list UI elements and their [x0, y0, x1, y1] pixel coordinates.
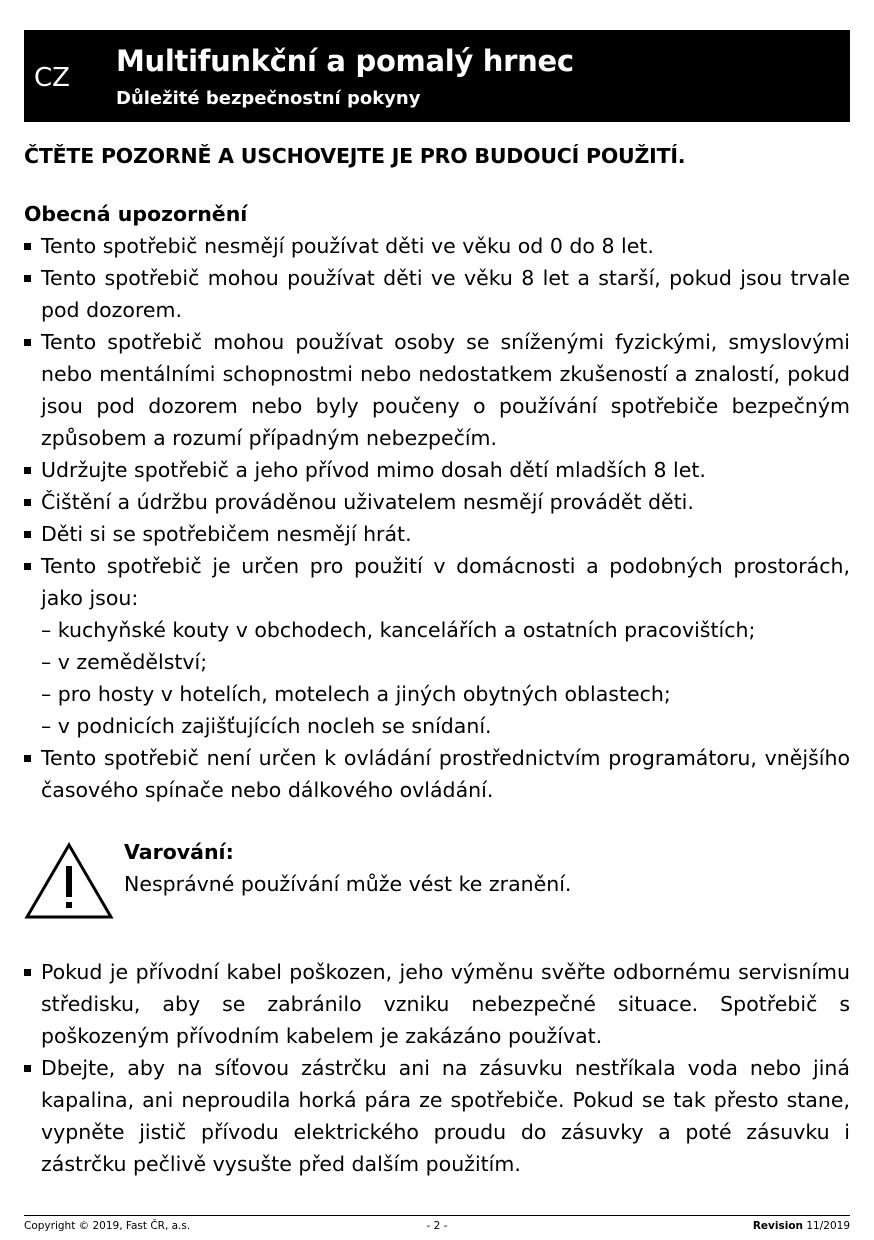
- section-heading-general: Obecná upozornění: [24, 202, 248, 226]
- bullet-icon: [24, 275, 31, 282]
- sub-list-item: – v podnicích zajišťujících nocleh se snídaní.: [41, 714, 492, 738]
- bullet-icon: [24, 755, 31, 762]
- document-title: Multifunkční a pomalý hrnec: [116, 44, 574, 78]
- list-item: Dbejte, aby na síťovou zástrčku ani na zásuvku nestříkala voda nebo jiná kapalina, ani neproudila horká pára ze spotřebiče. Pokud se tak přesto stane, vypněte jistič přívodu elektrického proudu do zásuvky a poté zásuvku i zástrčku pečlivě vysušte před dalším použitím.: [24, 1052, 850, 1180]
- bullet-icon: [24, 1065, 31, 1072]
- sub-list-item: – kuchyňské kouty v obchodech, kancelářích a ostatních pracovištích;: [41, 618, 756, 642]
- cable-warnings-list: [24, 956, 850, 1180]
- bullet-icon: [24, 969, 31, 976]
- bullet-icon: [24, 563, 31, 570]
- bullet-icon: [24, 243, 31, 250]
- footer-divider: [24, 1215, 850, 1216]
- header-bar: [24, 30, 850, 122]
- general-warnings-list: [24, 230, 850, 806]
- warning-block: [24, 830, 850, 930]
- list-item: Tento spotřebič mohou používat děti ve věku 8 let a starší, pokud jsou trvale pod dozorem.: [24, 262, 850, 326]
- revision-value: 11/2019: [806, 1220, 850, 1232]
- page-number: - 2 -: [426, 1220, 448, 1232]
- footer-revision: [753, 1219, 850, 1233]
- sub-list-item: – v zemědělství;: [41, 650, 208, 674]
- bullet-icon: [24, 339, 31, 346]
- list-item: Tento spotřebič je určen pro použití v domácnosti a podobných prostorách, jako jsou: – kuchyňské kouty v obchodech, kancelářích a ostatních pracovištích; – v zemědělství; – pro hosty v hotelích, motelech a jiných obytných oblastech; – v podnicích zajišťujících nocleh se snídaní.: [24, 550, 850, 742]
- list-item: Pokud je přívodní kabel poškozen, jeho výměnu svěřte odbornému servisnímu středisku, aby se zabránilo vzniku nebezpečné situace. Spotřebič s poškozeným přívodním kabelem je zakázáno používat.: [24, 956, 850, 1052]
- document-subtitle: Důležité bezpečnostní pokyny: [116, 88, 421, 109]
- list-item: Tento spotřebič není určen k ovládání prostřednictvím programátoru, vnějšího časového spínače nebo dálkového ovládání.: [24, 742, 850, 806]
- warning-triangle-icon: [24, 842, 114, 920]
- sub-list-item: – pro hosty v hotelích, motelech a jiných obytných oblastech;: [41, 682, 671, 706]
- bullet-icon: [24, 499, 31, 506]
- list-item: Tento spotřebič mohou používat osoby se sníženými fyzickými, smyslovými nebo mentálními schopnostmi nebo nedostatkem zkušeností a znalostí, pokud jsou pod dozorem nebo byly poučeny o používání spotřebiče bezpečným způsobem a rozumí případným nebezpečím.: [24, 326, 850, 454]
- footer-copyright: Copyright © 2019, Fast ČR, a.s.: [24, 1220, 191, 1232]
- bullet-icon: [24, 531, 31, 538]
- revision-label: Revision: [752, 1220, 804, 1232]
- warning-text: Nesprávné používání může vést ke zranění.: [124, 872, 572, 896]
- warning-title: Varování:: [124, 840, 234, 864]
- language-code: CZ: [34, 63, 70, 93]
- list-item: Udržujte spotřebič a jeho přívod mimo dosah dětí mladších 8 let.: [24, 454, 850, 486]
- bullet-icon: [24, 467, 31, 474]
- list-item: Tento spotřebič nesmějí používat děti ve věku od 0 do 8 let.: [24, 230, 850, 262]
- read-notice: ČTĚTE POZORNĚ A USCHOVEJTE JE PRO BUDOUCÍ POUŽITÍ.: [24, 144, 686, 168]
- list-item: Čištění a údržbu prováděnou uživatelem nesmějí provádět děti.: [24, 486, 850, 518]
- main-content: [24, 140, 850, 1180]
- list-item: Děti si se spotřebičem nesmějí hrát.: [24, 518, 850, 550]
